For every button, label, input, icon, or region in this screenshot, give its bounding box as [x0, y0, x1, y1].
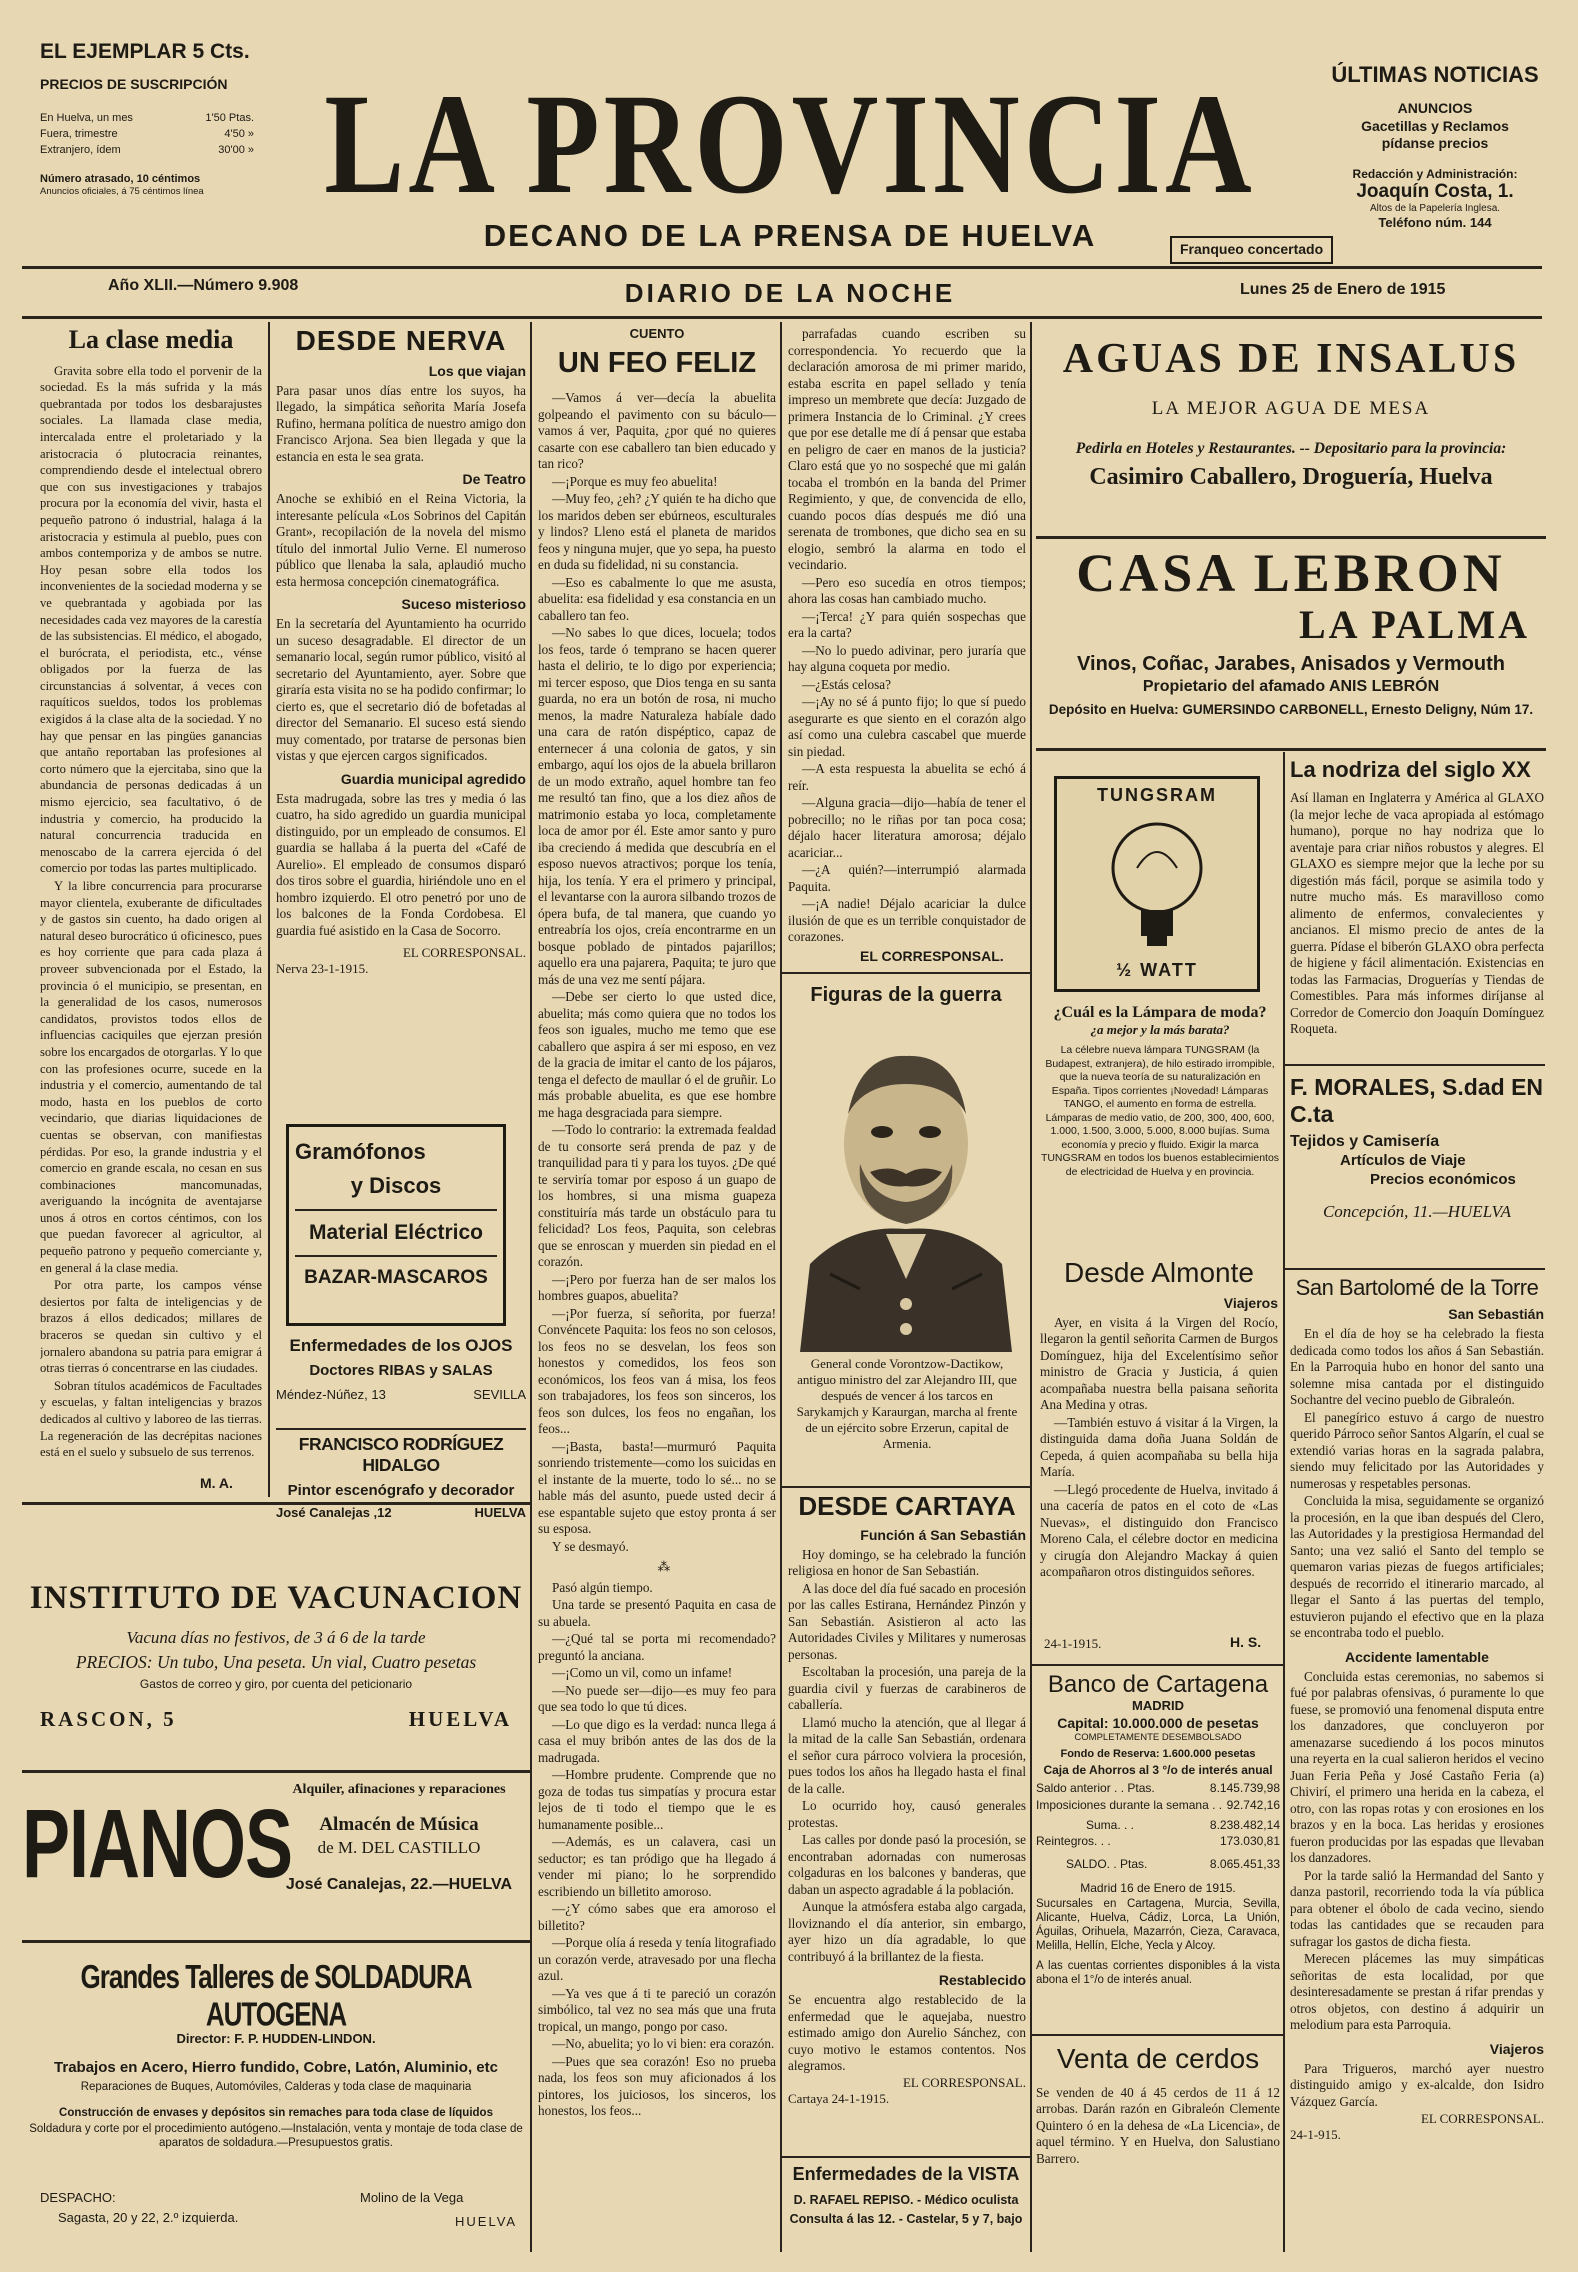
ad-subtitle: LA PALMA [1298, 602, 1530, 648]
ad-line: Almacén de Música [319, 1814, 479, 1835]
ad-line: Trabajos en Acero, Hierro fundido, Cobre, Latón, Aluminio, etc [54, 2059, 498, 2077]
ad-molino: Molino de la Vega [360, 2190, 464, 2205]
phone-number: Teléfono núm. 144 [1378, 214, 1492, 230]
correspondent-date: 24-1-915. [1290, 2127, 1341, 2143]
article-body: parrafadas cuando escriben su correspondencia. Yo recuerdo que la declaración amorosa de mi primer marido, estaba escrita en papel sellado y tenía impreso un membrete que decía: Juzgado de primera Instancia de lo Criminal. ¿Y crees que por ese detalle me dí á pensar que estaba en peligro de caer en manos de la justicia? Claro está que yo no sospeché que mi galán tocaba el trombón en la banda del Primer Regimiento, y que, de convencida de ello, cuando pocos días después me dió una serenata de trombones, que dicho sea en su elogio, sembró la alarma en todo el vecindario. —Pero eso sucedía en otros tiempos; ahora las cosas han cambiado mucho. —¡Terca! ¿Y para quién sospechas que era la carta? —No lo puedo adivinar, pero juraría que hay alguna coqueta por medio. —¿Estás celosa? —¡Ay no sé á punto fijo; lo que sí puedo asegurarte es que siento en el corazón algo así como una culebra cascabel que muerde sin piedad. —A esta respuesta la abuelita se echó á reír. —Alguna gracia—dijo—había de tener el pobrecillo; no le riñas por tan poca cosa; déjalo hacer literatura amorosa; déjalo acariciar... —¿A quién?—interrumpió alarmada Paquita. —¡A nadie! Déjalo acariciar la dulce ilusión de que es un terrible conquistador de corazones. [788, 326, 1026, 944]
ad-bank [1036, 1672, 1280, 1987]
masthead-right [1330, 62, 1540, 230]
section-subtitle: Suceso misterioso [401, 596, 526, 613]
article-date: 24-1-1915. [1044, 1636, 1102, 1651]
subs-row: Extranjero, ídem 30'00 » [40, 143, 254, 156]
correspondent-signature: EL CORRESPONSAL. [1420, 2111, 1544, 2127]
price-label: EL EJEMPLAR 5 Cts. [40, 40, 250, 63]
tungsram-image-box [1054, 776, 1260, 992]
article-body: —Vamos á ver—decía la abuelita golpeando el pavimento con su báculo—vamos á ver, Paquita, ¿por qué no quieres casarte con ese caballero tan bien educado y tan rico? —¡Porque es muy feo abuelita! —Muy feo, ¿eh? ¿Y quién te ha dicho que los maridos deben ser ebúrneos, esculturales y lindos? Lleno está el planeta de maridos feos y ninguna mujer, que yo sepa, ha puesto en duda su fidelidad, ni su constancia. —Eso es cabalmente lo que me asusta, abuelita: esa fidelidad y esa constancia en un caballero tan feo. —No sabes lo que dices, locuela; todos los feos, tarde ó temprano se hacen querer hasta el delirio, te lo digo por experiencia; mi tercer esposo, que Dios tenga en su santa guarda, no era un botón de rosa, ni mucho menos, la madre Naturaleza habíale dado una cara de ratón dispéptico, capaz de enternecer á una colonia de gatos, y sin embargo, aquí los ojos de la abuela brillaron de un modo extraño, aquel hombre tan feo me resultó tan fino, que a los diez años de matrimonio estaba yo loca, completamente loca de amor por él. Este amor santo y puro iba creciendo á medida que descubría en el esposo nuevos atractivos; porque los tenía, hija, los tenía. Y era el primero y principal, el levantarse con la aurora silbando trozos de ópera bufa, de tal manera, que cuando yo entreabría los ojos, creía encontrarme en un bosque poblado de pintados pajarillos; aquello era una pajarera, Paquita; te juro que más de una vez me sentí pájara. —Debe ser cierto lo que usted dice, abuelita; más como quiera que no todos los feos son iguales, mucho me temo que ese caballero que aspira á ser mi esposo, en vez de la gracia de imitar el canto de los pájaros, tenga el defecto de maullar ó el de gruñir. Lo más probable abuelita, es que ese hombre me haga desgraciada para siempre. —Todo lo contrario: la extremada fealdad de tu consorte será prenda de paz y de tranquilidad para ti y para los tuyos. ¿De qué te serviría tomar por esposo á un guapo de los hombres, si una misma guapeza constituiría más tarde un obstáculo para tu felicidad? Los feos, Paquita, son celebras que se enroscan y muerden sin piedad en el corazón. —¡Pero por fuerza han de ser malos los hombres guapos, abuelita? —¡Por fuerza, sí señorita, por fuerza! Convéncete Paquita: los feos no son celosos, los feos no se desvelan, los feos son honestos y comedidos, los feos son económicos, los feos van á misa, los feos son trabajadores, los feos son sinceros, los feos son dulces, los feos no engañan, los feos... —¡Basta, basta!—murmuró Paquita sonriendo tristemente—como los suicidas en el instante de la muerte, todo lo sé... no se hable más del asunto, puede usted decir á ese espantable sujeto que estoy pronta á ser su esposa. Y se desmayó. ⁂ Pasó algún tiempo. Una tarde se presentó Paquita en casa de su abuela. —¿Qué tal se porta mi recomendado? preguntó la anciana. —¡Como un vil, como un infame! —No puede ser—dijo—es muy feo para que sea todo lo que tú dices. —Lo que digo es la verdad: nunca llega á casa el muy bribón antes de las dos de la madrugada. —Hombre prudente. Comprende que no goza de todas tus simpatías y procura estar lejos de ti todo el tiempo que le es humanamente posible... —Además, es un calavera, casi un seductor; es tan pródigo que ha llegado á vender mi piano; lo he sorprendido escribiendo un billetito amoroso. —¿Y cómo sabes que era amoroso el billetito? —Porque olía á reseda y tenía litografiado un corazón verde, atravesado por una flecha azul. —Ya ves que á ti te pareció un corazón simbólico, tal vez no sea más que una fruta tropical, un mango, pongo por caso. —No, abuelita; yo lo vi bien: era corazón. —Pues que sea corazón! Eso no prueba nada, los feos son muy aficionados á los pintores, los juiciosos, los sinceros, los honestos, los feos... [538, 390, 776, 2119]
article-un-feo-feliz [538, 326, 776, 2246]
ad-line: PRECIOS: Un tubo, Una peseta. Un vial, Cuatro pesetas [75, 1652, 477, 1673]
article-kicker: CUENTO [629, 326, 685, 341]
subs-row: En Huelva, un mes 1'50 Ptas. [40, 111, 254, 124]
section-text: Esta madrugada, sobre las tres y media ó las cuatro, ha sido agredido un guardia municipal distinguido, por un empleado de consumos. El guardia se hallaba á la puerta del «Café de Aurelio». El empleado de consumos disparó dos tiros sobre el guardia, hiriéndole uno en el hombro izquierdo. El otro penetró por uno de los balcones de la Fonda Cordobesa. El guardia fué asistido en la Casa de Socorro. [276, 790, 526, 938]
bank-reserve: Fondo de Reserva: 1.600.000 pesetas [1060, 1747, 1256, 1760]
article-body: En el día de hoy se ha celebrado la fiesta dedicada como todos los años á San Sebastián. En la Parroquia hubo en honor del santo una solemne misa cantada por el distinguido Sochantre del vecino pueblo de Gibraleón. El panegírico estuvo á cargo de nuestro querido Párroco señor Santos Algarín, el cual se extendió varias horas en la sagrada palabra, siendo muy felicitado por las Autoridades y numerosas y respetables personas. Concluida la misa, seguidamente se organizó la procesión, en la que iban después del Clero, las Autoridades y la prestigiosa Hermandad del Santo; una vez salió el Santo del templo se quemaron varias piezas de fuegos artificiales; después de recorrido el itinerario marcado, al llegar el Santo á las puertas del templo, estuvieron pujando el efectivo que en la plaza se encontraba todo el pueblo. [1290, 1326, 1544, 1641]
divider [276, 1428, 526, 1430]
article-body: Ayer, en visita á la Virgen del Rocío, llegaron la gentil señorita Carmen de Burgos Domínguez, hija del Excelentísimo señor ministro de Gracia y Justicia, á quien acompañaba nuestra bella paisana señorita Ana Medina y otras. —También estuvo á visitar á la Virgen, la distinguida dama doña Juana Soldán de Cepeda, á quien acompañaba su bella hija María. —Llegó procedente de Huelva, invitado á una cacería de patos en el coto de «Las Nuevas», el distinguido don Francisco Moreno Cala, el célebre doctor en medicina y cirugía don Alejandro Mackay á quien acompañaron otros distinguidos señores. [1040, 1314, 1278, 1580]
correspondent-date: Cartaya 24-1-1915. [788, 2090, 890, 2106]
ad-pianos-details [268, 1782, 530, 1894]
ad-title: FRANCISCO RODRÍGUEZ HIDALGO [298, 1434, 504, 1475]
article-title: UN FEO FELIZ [557, 347, 757, 380]
divider [22, 316, 1542, 319]
article-body: Concluida estas ceremonias, no sabemos si fué por palabras ofensivas, ó puramente lo que fuese, se promovió una fenomenal disputa entre los danzadores, que concluyeron por amenazarse sucediendo á los pocos minutos una reyerta en la cual salieron heridos el vecino Juan Feria Peña y José Castaño Feria (a) Chivirí, el primero una herida en la cabeza, el otro, con las ropas rotas y con erosiones en los brazos y en la boca. Las heridas y erosiones fueron producidas por las espadas que llevaban los danzadores. Por la tarde salió la Hermandad del Santo y danza pastoril, recorriendo toda la vía pública para obtener el óbolo de cada vecino, siendo todas las cantidades que se recauden para sufragar los gastos de dicha fiesta. Merecen plácemes las muy simpáticas señoritas de esta localidad, por que desinteresadamente se prestan á rifar prendas y otros objetos, con destino á adquirir un melodium para esta Parroquia. [1290, 1668, 1544, 2033]
bank-row: Suma. . . 8.238.482,14 [1086, 1817, 1280, 1832]
divider [782, 2156, 1030, 2158]
article-clase-media [40, 326, 262, 1526]
office-label: Redacción y Administración: [1352, 166, 1518, 181]
section-subtitle: Guardia municipal agredido [340, 770, 526, 787]
bank-table [1036, 1781, 1280, 1871]
article-title: La clase media [68, 326, 234, 354]
ad-line: Vinos, Coñac, Jarabes, Anisados y Vermouth [1077, 653, 1505, 676]
ad-address-row: RASCON, 5 HUELVA [40, 1706, 512, 1731]
ad-title: PIANOS [22, 1790, 293, 1899]
ad-line: Gastos de correo y giro, por cuenta del peticionario [139, 1677, 413, 1692]
ad-line: José Canalejas, 22.—HUELVA [285, 1876, 513, 1893]
newspaper-title: LA PROVINCIA [324, 63, 1256, 224]
article-desde-nerva [276, 326, 526, 1096]
section-subtitle: De Teatro [462, 471, 526, 488]
back-issue-note: Número atrasado, 10 céntimos [40, 173, 201, 186]
ad-line: Casimiro Caballero, Droguería, Huelva [1089, 464, 1493, 491]
ad-title: F. MORALES, S.dad EN C.ta [1290, 1074, 1544, 1127]
article-title: La nodriza del siglo XX [1290, 758, 1531, 782]
ad-line: y Discos [350, 1173, 442, 1198]
article-body: Gravita sobre ella todo el porvenir de la sociedad. Es la más sufrida y la más quebrantada por todos los desbarajustes sociales. La llamada clase media, intercalada entre el proletariado y la aristocracia ó plutocracia reinantes, comprendiendo desde el intelectual obrero que con sus investigaciones y trabajos procura por la economía del vivir, hasta el pequeño patrono ó industrial, halaga á la aristocracia y estimula al pueblo, pues con ambos contemporiza y de ambos se nutre. Hoy pesan sobre ella todos los inconvenientes de la sociedad moderna y se ve quebrantada y agobiada por las necesidades cada vez mayores de la carestía de las subsistencias. El médico, el abogado, el burócrata, el periodista, etc., vénse obligados por la fuerza de las circunstancias á solventar, á veces con raquíticos sueldos, todos los problemas exigidos á la clase alta de la sociedad. Y no hay que pensar en las pingües ganancias que antaño reportaban las profesiones al corto número que la ejercitaba, sino que la abundancia de personas dedicadas á un mismo ejercicio, sea facultativo, ó de industria y comercio, ha producido la natural concurrencia traducida en menoscabo de la carrera ejercida ó del comercio por todas las partes multiplicado. Y la libre concurrencia para procurarse mayor clientela, exuberante de dificultades y de gastos sin cuento, ha dado origen al natural deseo burocrático ú oficinesco, pues es hoy corriente que para cada plaza á proveer subvencionada por el Estado, la provincia ó el municipio, se presentan, en la generalidad de los casos, numerosos candidatos, provistos todos ellos de influencias caciquiles que ejerzan presión sobre los encargados de otorgarlas. Y lo que con las profesiones ocurre, sucede en la industria y el comercio, aumentando de tal modo, hasta en los pueblos de corto vecindario, que diarias liquidaciones de cuentas se observan, con manifiestas pérdidas. Por eso, la grande industria y el comercio en grande escala, no cesan en sus combinaciones mancomunadas, averiguando la incógnita de aventajarse unos á otros en cortos céntimos, con los que puedan favorecer al agricultor, al pequeño patrono y pequeño comerciante y, en general á la clase media. Por otra parte, los campos vénse desiertos por falta de inteligencias y de brazos á ellos dedicados; millares de braceros se quedan sin cultivo y el jornalero abandona su patria para emigrar á otras tierras ó concentrarse en las ciudades. Sobran títulos académicos de Facultades y escuelas, y faltan inteligencias y brazos dedicados al cultivo y laboreo de las tierras. La regeneración de las decrépitas naciones está en el suelo y subsuelo de sus terrenos. [40, 363, 262, 1460]
divider [1285, 1064, 1545, 1066]
ad-cerdos [1036, 2044, 1280, 2167]
ad-soldadura [22, 1958, 530, 2150]
bank-row: Saldo anterior . . Ptas. 8.145.739,98 [1036, 1781, 1280, 1796]
ad-line: de M. DEL CASTILLO [317, 1838, 481, 1857]
section-subtitle: Restablecido [938, 1972, 1026, 1989]
bank-row: Reintegros. . . 173.030,81 [1036, 1834, 1280, 1849]
divider [22, 1502, 530, 1505]
bank-row: Imposiciones durante la semana . . 92.742,16 [1036, 1797, 1280, 1812]
divider [22, 1770, 530, 1773]
ad-line: Alquiler, afinaciones y reparaciones [292, 1782, 506, 1797]
ad-line: ½ WATT [1116, 960, 1198, 980]
bank-paid: COMPLETAMENTE DESEMBOLSADO [1074, 1732, 1242, 1744]
ad-hidalgo [276, 1434, 526, 1521]
issue-date: Lunes 25 de Enero de 1915 [1240, 281, 1446, 298]
ad-line: Reparaciones de Buques, Automóviles, Calderas y toda clase de maquinaria [80, 2081, 472, 2094]
ad-line: ¿Cuál es la Lámpara de moda? [1053, 1004, 1267, 1021]
latest-news-label: ÚLTIMAS NOTICIAS [1331, 62, 1539, 87]
ad-text: La célebre nueva lámpara TUNGSRAM (la Budapest, extranjera), de hilo estirado irrompible, que la nueva teoría de su naturalización en España. Tipos corrientes ¡Novedad! Lámparas TANGO, el aumento en forma de estrella. Lámparas de medio vatio, de 200, 300, 400, 600, 1.000, 1.500, 3.000, 5.000, 8.000 bujías. Suma economía y precio y fluido. Exigir la marca TUNGSRAM en todos los buenos establecimientos de electricidad de Huelva y en provincia. [1040, 1044, 1280, 1178]
divider [22, 266, 1542, 269]
section-text: Se encuentra algo restablecido de la enfermedad que le aquejaba, nuestro estimado amigo don Aurelio Sánchez, con cuyo motivo le estamos contentos. Nos alegramos. [788, 1992, 1026, 2074]
divider [22, 1940, 530, 1943]
bank-branches: Sucursales en Cartagena, Murcia, Sevilla, Alicante, Huelva, Cádiz, Lorca, La Unión, Águilas, Orihuela, Mazarrón, Cieza, Caravaca, Melilla, Hellín, Elche, Yecla y Alcoy. [1036, 1898, 1280, 1953]
ad-line: Pintor escenógrafo y decorador [287, 1482, 515, 1499]
subs-table [40, 112, 280, 158]
ad-line: Tejidos y Camisería [1290, 1133, 1440, 1150]
ad-line: Propietario del afamado ANIS LEBRÓN [1142, 678, 1440, 696]
ad-despacho: DESPACHO: [40, 2190, 116, 2205]
ad-title: Enfermedades de los OJOS [289, 1336, 513, 1355]
lightbulb-icon [1057, 806, 1257, 956]
ad-line: ¿a mejor y la más barata? [1090, 1022, 1230, 1037]
ad-title: INSTITUTO DE VACUNACION [29, 1580, 523, 1616]
column-divider [780, 322, 782, 2252]
ad-line: D. RAFAEL REPISO. - Médico oculista [793, 2193, 1019, 2207]
section-text: Anoche se exhibió en el Reina Victoria, la interesante película «Los Sobrinos del Capitán Grant», recopilación de la novela del mismo título del inmortal Julio Verne. El numeroso público que llenaba la sala, aplaudió mucho esta hermosa concepción cinematográfica. [276, 491, 526, 589]
divider [1032, 2034, 1283, 2036]
ad-gramofonos [286, 1124, 506, 1326]
section-text: Para pasar unos días entre los suyos, ha llegado, la simpática señorita María Josefa Rufino, hermana política de nuestro amigo don Francisco Arjona. Sea bien llegada y que la estancia en esta le sea grata. [276, 382, 526, 464]
divider [295, 1255, 497, 1257]
ad-title: Venta de cerdos [1056, 2043, 1260, 2074]
article-signature: H. S. [1230, 1634, 1262, 1650]
ad-subtitle: LA MEJOR AGUA DE MESA [1151, 398, 1431, 420]
bank-row: SALDO. . Ptas. 8.065.451,33 [1066, 1856, 1280, 1871]
ad-line: Vacuna días no festivos, de 3 á 6 de la tarde [126, 1628, 426, 1648]
article-title: DESDE CARTAYA [798, 1492, 1016, 1521]
section-title: DIARIO DE LA NOCHE [624, 278, 956, 308]
section-subtitle: Viajeros [1489, 2040, 1544, 2057]
ad-address: Sagasta, 20 y 22, 2.º izquierda. [58, 2210, 239, 2225]
ad-line: Artículos de Viaje [1340, 1152, 1466, 1169]
bank-capital: Capital: 10.000.000 de pesetas [1057, 1714, 1259, 1731]
article-body: Para Trigueros, marchó ayer nuestro distinguido amigo y ex-alcalde, don Isidro Vázquez García. [1290, 2060, 1544, 2109]
ad-city: HUELVA [455, 2214, 518, 2229]
article-continuation [788, 326, 1026, 976]
divider [1036, 748, 1546, 751]
section-subtitle: Viajeros [1223, 1294, 1278, 1311]
ad-director: Director: F. P. HUDDEN-LINDON. [176, 2031, 376, 2047]
article-signature: EL CORRESPONSAL. [860, 948, 1004, 964]
ad-text: Se venden de 40 á 45 cerdos de 11 á 12 arrobas. Darán razón en Gibraleón Clemente Quintero ó en la dehesa de «La Licencia», de aquel término. Y en Huelva, don Salustiano Barrero. [1036, 2084, 1280, 2166]
correspondent-date: Nerva 23-1-1915. [276, 961, 369, 977]
section-subtitle: Función á San Sebastián [860, 1526, 1026, 1543]
ad-line: Precios económicos [1370, 1170, 1516, 1188]
divider [782, 1486, 1030, 1488]
ad-title: Grandes Talleres de SOLDADURA AUTOGENA [80, 1956, 472, 2033]
figure-title: Figuras de la guerra [810, 984, 1002, 1006]
section-subtitle: San Sebastián [1448, 1306, 1544, 1323]
divider [1032, 1664, 1283, 1666]
ad-vacunacion [22, 1580, 530, 1731]
bank-note: A las cuentas corrientes disponibles á la vista abona el 1°/o de interés anual. [1036, 1960, 1280, 1987]
ad-lebron [1036, 544, 1546, 717]
ads-description: Gacetillas y Reclamos pídanse precios [1361, 117, 1509, 151]
ads-label: ANUNCIOS [1397, 100, 1473, 116]
ad-insalus [1036, 336, 1546, 491]
bank-city: MADRID [1132, 1698, 1184, 1714]
divider [1036, 536, 1546, 539]
ad-line: Material Eléctrico [309, 1221, 483, 1244]
article-desde-almonte [1040, 1258, 1278, 1658]
ads-price-note: Anuncios oficiales, á 75 céntimos línea [40, 186, 204, 198]
ad-title: AGUAS DE INSALUS [1062, 336, 1520, 382]
section-subtitle: Los que viajan [428, 362, 526, 379]
article-title: Desde Almonte [1064, 1258, 1254, 1288]
address-note: Altos de la Papelería Inglesa. [1369, 202, 1501, 214]
ad-pianos [22, 1778, 530, 1938]
article-body: Así llaman en Inglaterra y América al GLAXO (la mejor leche de vaca apropiada al estómago humano), porque no hay nodriza que lo aventaje para criar niños robustos y alegres. El GLAXO es siempre mejor que la leche por su digestión más fácil, porque se asimila todo y nutre mucho más. Es maravilloso como alimento de enfermos, convalecientes y ancianos. El mismo precio de antes de la guerra. Pídase el biberón GLAXO obra perfecta de higiene y fácil alimentación. Existencias en todas las Farmacias, Droguerías y Tiendas de Comestibles. Para más informes diríjanse al Corredor de Comercio don Joaquín Domínguez Roqueta. [1290, 790, 1544, 1037]
section-text: En la secretaría del Ayuntamiento ha ocurrido un suceso desagradable. El director de un semanario local, según rumor público, visitó al secretario del Ayuntamiento, ayer. Sobre que giraría esta visita no se ha podido confirmar; lo cierto es, que el secretario dió de bofetadas al director del Semanario. El suceso está siendo muy comentado, por tratarse de personas bien vistas y que ejercen cargos significados. [276, 616, 526, 764]
ad-tungsram [1040, 1004, 1280, 1179]
ad-line: Doctores RIBAS y SALAS [309, 1362, 493, 1379]
bank-caja: Caja de Ahorros al 3 °/o de interés anual [1043, 1762, 1273, 1777]
ad-line: Soldadura y corte por el procedimiento autógeno.—Instalación, venta y montaje de toda clase de aparatos de soldadura.—Presupuestos gratis. [29, 2122, 523, 2149]
issue-number: Año XLII.—Número 9.908 [108, 277, 299, 294]
article-desde-cartaya [788, 1492, 1026, 2132]
ad-title: CASA LEBRON [1076, 543, 1506, 603]
ad-title: TUNGSRAM [1097, 785, 1217, 805]
article-signature: M. A. [200, 1475, 233, 1491]
ad-address-row: Méndez-Núñez, 13 SEVILLA [276, 1387, 526, 1402]
newspaper-subtitle: DECANO DE LA PRENSA DE HUELVA [483, 218, 1097, 253]
article-title: DESDE NERVA [295, 326, 507, 356]
subs-row: Fuera, trimestre 4'50 » [40, 127, 254, 140]
ad-line: Concepción, 11.—HUELVA [1322, 1201, 1512, 1221]
divider [782, 972, 1030, 974]
ad-title: Banco de Cartagena [1047, 1671, 1269, 1698]
column-divider [268, 322, 270, 1497]
article-body: Hoy domingo, se ha celebrado la función religiosa en honor de San Sebastián. A las doce del día fué sacado en procesión por las calles Estirana, Hernández Pinzón y San Sebastián. Asistieron al acto las Autoridades Civiles y Militares y numerosas personas. Escoltaban la procesión, una pareja de la guardia civil y fuerzas de carabineros de caballería. Llamó mucho la atención, que al llegar á la mitad de la calle San Sebastián, ordenara el señor cura párroco volviera la procesión, pues todos los años ha llegado hasta el final de la calle. Lo ocurrido hoy, causó generales protestas. Las calles por donde pasó la procesión, se encontraban adornadas con numerosas colgaduras en los balcones y banderas, que daban un aspecto agradable á la población. Aunque la atmósfera estaba algo cargada, lloviznando el día anterior, sin embargo, ayer hizo un día agradable, lo que contribuyó á la brillantez de la fiesta. [788, 1546, 1026, 1964]
correspondent-signature: EL CORRESPONSAL. [402, 945, 526, 961]
section-subtitle: Accidente lamentable [1345, 1648, 1489, 1665]
ad-title: Enfermedades de la VISTA [792, 2164, 1020, 2184]
divider [295, 1209, 497, 1211]
ad-morales [1290, 1074, 1544, 1222]
column-divider [1030, 322, 1032, 2252]
bank-date: Madrid 16 de Enero de 1915. [1080, 1881, 1236, 1896]
ad-line: Gramófonos [295, 1139, 426, 1164]
article-san-bartolome [1290, 1276, 1544, 2266]
article-title: San Bartolomé de la Torre [1295, 1276, 1539, 1300]
article-nodriza [1290, 758, 1544, 1088]
correspondent-signature: EL CORRESPONSAL. [902, 2074, 1026, 2090]
general-portrait-image [790, 1014, 1022, 1352]
column-divider [1283, 752, 1285, 2252]
subs-title: PRECIOS DE SUSCRIPCIÓN [40, 76, 228, 92]
ad-vista [782, 2164, 1030, 2227]
ad-line: Consulta á las 12. - Castelar, 5 y 7, bajo [789, 2212, 1023, 2226]
column-divider [530, 322, 532, 2252]
ad-ojos [276, 1336, 526, 1403]
ad-line: Construcción de envases y depósitos sin remaches para toda clase de líquidos [59, 2106, 493, 2119]
ad-line: BAZAR-MASCAROS [304, 1267, 488, 1288]
masthead-left [40, 40, 280, 198]
franqueo-badge: Franqueo concertado [1170, 236, 1333, 264]
divider [1285, 1268, 1545, 1270]
ad-line: Depósito en Huelva: GUMERSINDO CARBONELL, Ernesto Deligny, Núm 17. [1048, 702, 1534, 718]
ad-line: Pedirla en Hoteles y Restaurantes. -- Depositario para la provincia: [1075, 440, 1507, 458]
ad-address-row: José Canalejas ,12 HUELVA [276, 1505, 526, 1520]
office-address: Joaquín Costa, 1. [1356, 180, 1514, 202]
figure-caption: General conde Vorontzow-Dactikow, antiguo ministro del zar Alejandro III, que después de vencer á los tarcos en Sarykamjch y Karaurgan, marcha al frente de un ejército sobre Erzerun, capital de Armenia. [796, 1356, 1018, 1451]
